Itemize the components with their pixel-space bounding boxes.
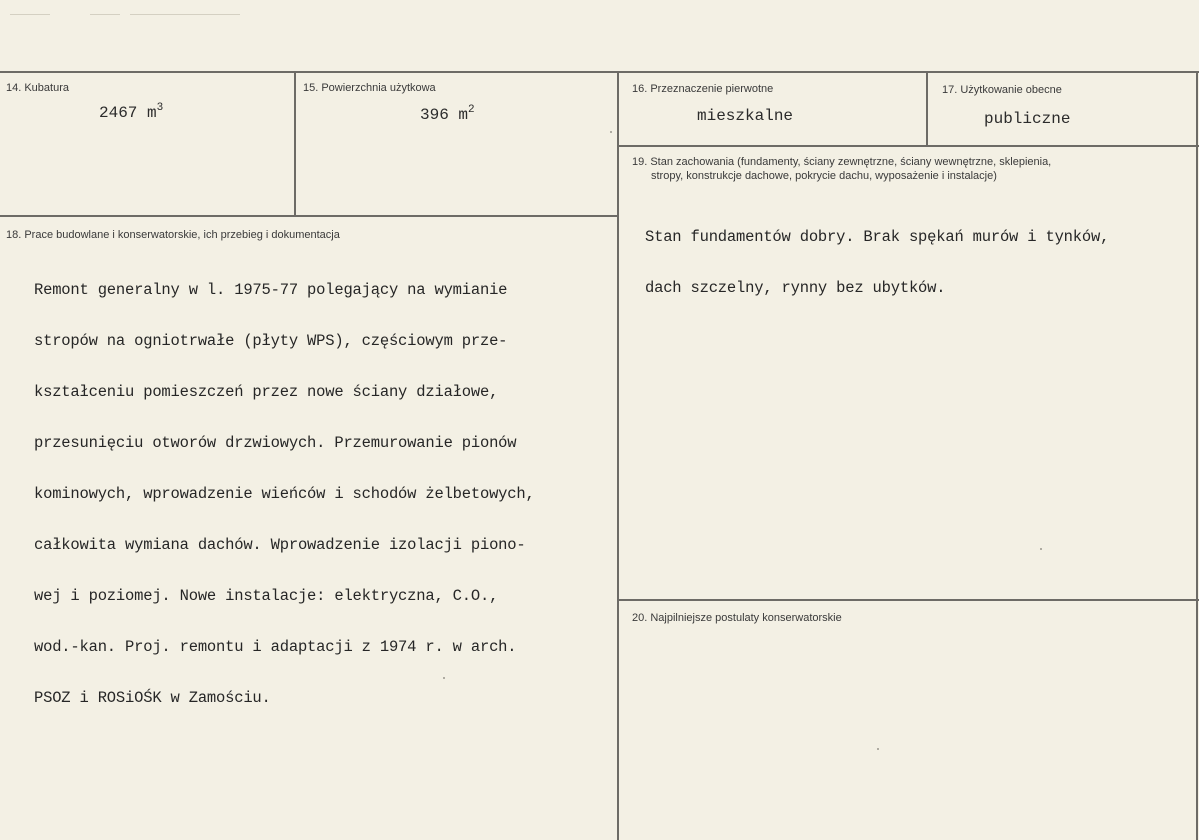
- text-line: PSOZ i ROSiOŚK w Zamościu.: [34, 689, 271, 707]
- field-14-label: 14. Kubatura: [6, 82, 69, 94]
- field-19-text: [645, 195, 1109, 331]
- field-17-value: publiczne: [984, 110, 1071, 128]
- text-line: kształceniu pomieszczeń przez nowe ściany działowe,: [34, 383, 499, 401]
- text-line: dach szczelny, rynny bez ubytków.: [645, 279, 946, 297]
- text-line: Remont generalny w l. 1975-77 polegający na wymianie: [34, 281, 508, 299]
- field-18-label: 18. Prace budowlane i konserwatorskie, ich przebieg i dokumentacja: [6, 229, 340, 241]
- grid-line: [1196, 71, 1198, 840]
- grid-line: [617, 71, 619, 840]
- text-line: przesunięciu otworów drzwiowych. Przemurowanie pionów: [34, 434, 517, 452]
- grid-line: [294, 71, 296, 216]
- top-rule: [130, 14, 240, 15]
- text-line: stropów na ogniotrwałe (płyty WPS), częściowym prze-: [34, 332, 508, 350]
- label-line: 19. Stan zachowania (fundamenty, ściany zewnętrzne, ściany wewnętrzne, sklepienia,: [632, 156, 1052, 168]
- grid-line: [0, 215, 618, 217]
- field-16-value: mieszkalne: [697, 107, 794, 125]
- field-19-label: [632, 155, 1051, 183]
- grid-line: [618, 599, 1199, 601]
- text-line: wej i poziomej. Nowe instalacje: elektryczna, C.O.,: [34, 587, 499, 605]
- grid-line: [0, 71, 1199, 73]
- field-15-label: 15. Powierzchnia użytkowa: [303, 82, 436, 94]
- paper-speck: [877, 748, 879, 750]
- top-rule: [90, 14, 120, 15]
- paper-speck: [610, 131, 612, 133]
- field-15-value: 396 $m^2$: [420, 104, 475, 124]
- text-line: całkowita wymiana dachów. Wprowadzenie izolacji piono-: [34, 536, 526, 554]
- paper-speck: [443, 677, 445, 679]
- text-line: Stan fundamentów dobry. Brak spękań murów i tynków,: [645, 228, 1110, 246]
- text-line: kominowych, wprowadzenie wieńców i schodów żelbetowych,: [34, 485, 535, 503]
- paper-speck: [1040, 548, 1042, 550]
- field-16-label: 16. Przeznaczenie pierwotne: [632, 83, 774, 95]
- field-20-label: 20. Najpilniejsze postulaty konserwatorskie: [632, 612, 842, 624]
- field-14-value: 2467 $m^3$: [99, 102, 164, 122]
- label-line: stropy, konstrukcje dachowe, pokrycie dachu, wyposażenie i instalacje): [651, 170, 997, 182]
- text-line: wod.-kan. Proj. remontu i adaptacji z 1974 r. w arch.: [34, 638, 517, 656]
- top-rule: [10, 14, 50, 15]
- grid-line: [618, 145, 1199, 147]
- field-18-text: [34, 248, 535, 741]
- grid-line: [926, 71, 928, 146]
- field-17-label: 17. Użytkowanie obecne: [942, 84, 1062, 96]
